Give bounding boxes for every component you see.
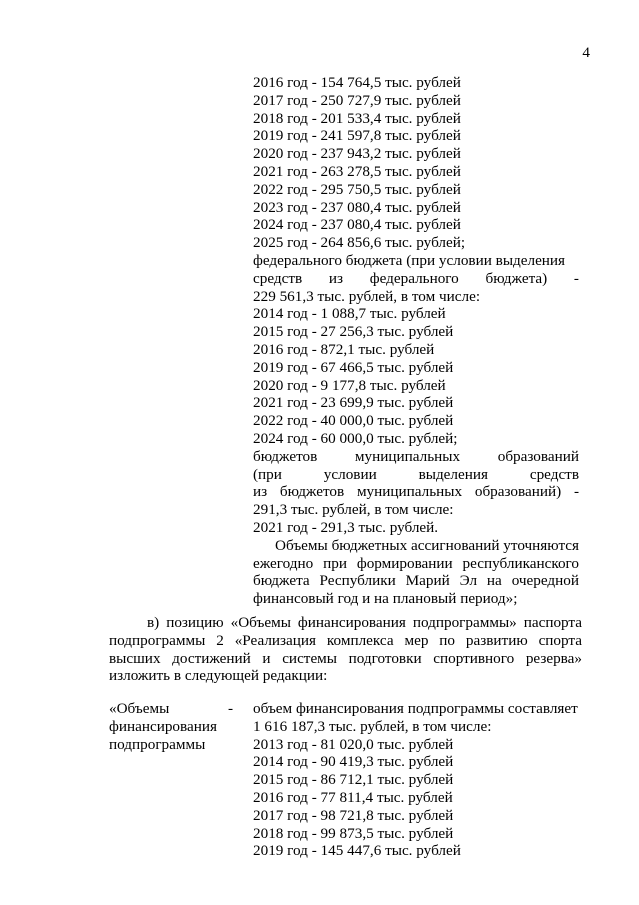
federal-budget-years-list [253,305,579,447]
year-amount-line: 2020 год - 237 943,2 тыс. рублей [253,145,461,163]
year-amount-line: 2021 год - 23 699,9 тыс. рублей [253,394,454,412]
year-amount-line: 2021 год - 263 278,5 тыс. рублей [253,162,461,180]
justified-word: федерального [369,269,459,287]
justified-word: муниципальных [356,483,463,501]
municipal-budget-justified-line-2 [253,466,579,484]
year-amount-line: 2015 год - 86 712,1 тыс. рублей [253,771,454,789]
year-amount-line: 2024 год - 237 080,4 тыс. рублей [253,216,461,234]
year-amount-line: 2020 год - 9 177,8 тыс. рублей [253,376,446,394]
subprogram-label-line-2: финансирования [109,717,217,735]
justified-word: средств [253,269,303,287]
page-number: 4 [582,44,590,61]
year-amount-line: 2016 год - 77 811,4 тыс. рублей [253,788,453,806]
year-amount-line: 2018 год - 99 873,5 тыс. рублей [253,824,454,842]
subprogram-years-list [253,736,579,861]
federal-budget-line: федерального бюджета (при условии выделения [253,251,566,269]
year-amount-line: 2014 год - 90 419,3 тыс. рублей [253,753,454,771]
year-amount-line: 2022 год - 295 750,5 тыс. рублей [253,180,461,198]
year-amount-line: 2015 год - 27 256,3 тыс. рублей [253,323,454,341]
municipal-budget-year: 2021 год - 291,3 тыс. рублей. [253,518,439,536]
year-amount-line: 2022 год - 40 000,0 тыс. рублей [253,412,454,430]
year-amount-line: 2024 год - 60 000,0 тыс. рублей; [253,429,458,447]
justified-word: бюджета) [485,269,548,287]
label-dash: - [228,700,234,717]
year-amount-line: 2013 год - 81 020,0 тыс. рублей [253,735,454,753]
budget-note-paragraph: Объемы бюджетных ассигнований уточняются ежегодно при формировании республиканского бюджета Республики Марий Эл на очередной финансовый год и на плановый период»; [253,536,579,608]
justified-word: из [328,269,344,287]
year-amount-line: 2019 год - 241 597,8 тыс. рублей [253,127,461,145]
federal-budget-justified-line [253,270,579,288]
year-amount-line: 2017 год - 98 721,8 тыс. рублей [253,806,454,824]
federal-budget-total: 229 561,3 тыс. рублей, в том числе: [253,287,481,305]
funding-continuation-block [253,74,579,608]
year-amount-line: 2014 год - 1 088,7 тыс. рублей [253,305,446,323]
justified-word: образований) [474,483,562,501]
justified-word: выделения [418,465,488,483]
year-amount-line: 2019 год - 145 447,6 тыс. рублей [253,842,461,860]
municipal-budget-total: 291,3 тыс. рублей, в том числе: [253,501,454,519]
justified-word: условии [323,465,377,483]
municipal-budget-justified-line-1 [253,448,579,466]
subprogram-label-line-1: «Объемы [109,700,170,717]
justified-word: (при [253,465,282,483]
justified-word: образований [497,447,579,465]
justified-word: муниципальных [354,447,461,465]
subprogram-label-line-3: подпрограммы [109,735,206,753]
municipal-budget-justified-line-3 [253,483,579,501]
year-amount-line: 2023 год - 237 080,4 тыс. рублей [253,198,461,216]
justified-word: - [573,483,579,501]
year-amount-line: 2016 год - 154 764,5 тыс. рублей [253,74,461,91]
justified-word: бюджетов [279,483,345,501]
subprogram-funding-total: 1 616 187,3 тыс. рублей, в том числе: [253,717,492,735]
year-amount-line: 2017 год - 250 727,9 тыс. рублей [253,91,461,109]
justified-word: бюджетов [253,447,318,465]
subprogram-funding-intro: объем финансирования подпрограммы составляет [253,700,578,717]
subprogram-funding-block [253,700,579,860]
justified-word: средств [529,465,579,483]
year-amount-line: 2018 год - 201 533,4 тыс. рублей [253,109,461,127]
year-amount-line: 2016 год - 872,1 тыс. рублей [253,340,435,358]
year-amount-line: 2019 год - 67 466,5 тыс. рублей [253,358,454,376]
amendment-paragraph: в) позицию «Объемы финансирования подпрограммы» паспорта подпрограммы 2 «Реализация комплекса мер по развитию спорта высших достижений и системы подготовки спортивного резерва» изложить в следующей редакции: [109,614,582,685]
regional-budget-years-list [253,74,579,252]
justified-word: из [253,483,268,501]
justified-word: - [573,269,579,287]
year-amount-line: 2025 год - 264 856,6 тыс. рублей; [253,234,466,252]
